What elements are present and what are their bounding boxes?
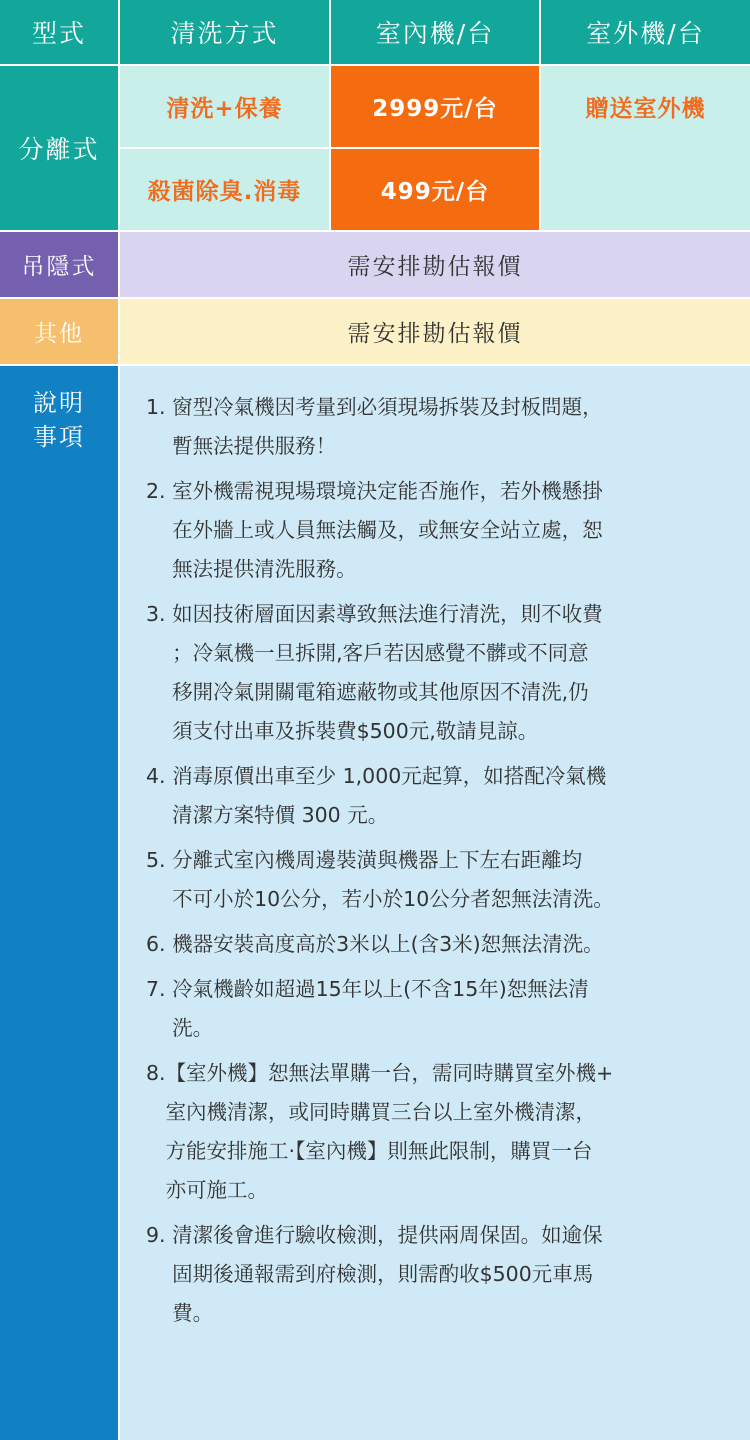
note-item-9 <box>146 1216 726 1333</box>
header-type <box>0 0 118 64</box>
note-text: 分離式室內機周邊裝潢與機器上下左右距離均 不可小於10公分，若小於10公分者恕無法清洗。 <box>172 848 614 911</box>
note-item-6 <box>146 925 726 964</box>
note-item-8 <box>146 1054 726 1210</box>
header-outdoor <box>541 0 750 64</box>
header-method-label: 清洗方式 <box>170 19 279 48</box>
note-item-7 <box>146 970 726 1048</box>
note-number: 4. <box>146 764 173 788</box>
note-item-3 <box>146 595 726 751</box>
note-text: 冷氣機齡如超過15年以上(不含15年)恕無法清 洗。 <box>172 977 589 1040</box>
header-outdoor-label: 室外機/台 <box>586 19 705 48</box>
ceiling-value: 需安排勘估報價 <box>347 254 523 280</box>
notes-label-line1: 說明 <box>33 389 85 417</box>
header-indoor <box>331 0 539 64</box>
note-item-2 <box>146 472 726 589</box>
split-indoor-price-2 <box>331 149 539 230</box>
other-type-label: 其他 <box>34 321 84 347</box>
split-type-label: 分離式 <box>18 135 100 164</box>
split-type-label-cell <box>0 66 118 230</box>
note-text: 窗型冷氣機因考量到必須現場拆裝及封板問題， 暫無法提供服務！ <box>172 395 603 458</box>
notes-label-line2: 事項 <box>33 423 85 451</box>
note-text: 【室外機】恕無法單購一台，需同時購買室外機+ 室內機清潔，或同時購買三台以上室外機清潔， 方能安排施工‧【室內機】則無此限制，購買一台 亦可施工。 <box>165 1061 614 1202</box>
note-item-4 <box>146 757 726 835</box>
split-method-2 <box>120 149 329 230</box>
note-number: 9. <box>146 1223 173 1247</box>
split-indoor-price-1-label: 2999元/台 <box>372 96 498 122</box>
note-number: 8. <box>146 1061 166 1085</box>
note-number: 5. <box>146 848 173 872</box>
notes-list <box>146 388 726 1339</box>
header-indoor-label: 室內機/台 <box>375 19 495 48</box>
note-item-5 <box>146 841 726 919</box>
note-item-1 <box>146 388 726 466</box>
split-outdoor-cell <box>541 66 750 230</box>
note-number: 2. <box>146 479 173 503</box>
other-type-cell <box>0 299 118 364</box>
split-outdoor-label: 贈送室外機 <box>585 96 706 122</box>
note-number: 6. <box>146 932 173 956</box>
note-text: 消毒原價出車至少 1,000元起算，如搭配冷氣機 清潔方案特價 300 元。 <box>172 764 607 827</box>
notes-label <box>33 386 85 454</box>
other-value-cell <box>120 299 750 364</box>
split-method-1-label: 清洗+保養 <box>166 96 283 122</box>
header-type-label: 型式 <box>31 19 86 48</box>
split-indoor-price-1 <box>331 66 539 147</box>
notes-label-cell <box>0 366 118 1440</box>
split-indoor-price-2-label: 499元/台 <box>380 179 490 205</box>
note-text: 機器安裝高度高於3米以上(含3米)恕無法清洗。 <box>172 932 604 956</box>
note-number: 3. <box>146 602 173 626</box>
ceiling-type-label: 吊隱式 <box>21 254 97 280</box>
other-value: 需安排勘估報價 <box>347 321 523 347</box>
ceiling-type-cell <box>0 232 118 297</box>
split-method-1 <box>120 66 329 147</box>
note-number: 7. <box>146 977 173 1001</box>
split-method-2-label: 殺菌除臭.消毒 <box>147 179 302 205</box>
ceiling-value-cell <box>120 232 750 297</box>
note-text: 如因技術層面因素導致無法進行清洗，則不收費 ；冷氣機一旦拆開,客戶若因感覺不髒或不同意 移開冷氣開關電箱遮蔽物或其他原因不清洗,仍 須支付出車及拆裝費$500元,敬請見諒。 <box>172 602 603 743</box>
note-text: 室外機需視現場環境決定能否施作，若外機懸掛 在外牆上或人員無法觸及，或無安全站立處，恕 無法提供清洗服務。 <box>172 479 603 581</box>
note-number: 1. <box>146 395 173 419</box>
header-method <box>120 0 329 64</box>
note-text: 清潔後會進行驗收檢測，提供兩周保固。如逾保 固期後通報需到府檢測，則需酌收$500元車馬 費。 <box>172 1223 603 1325</box>
